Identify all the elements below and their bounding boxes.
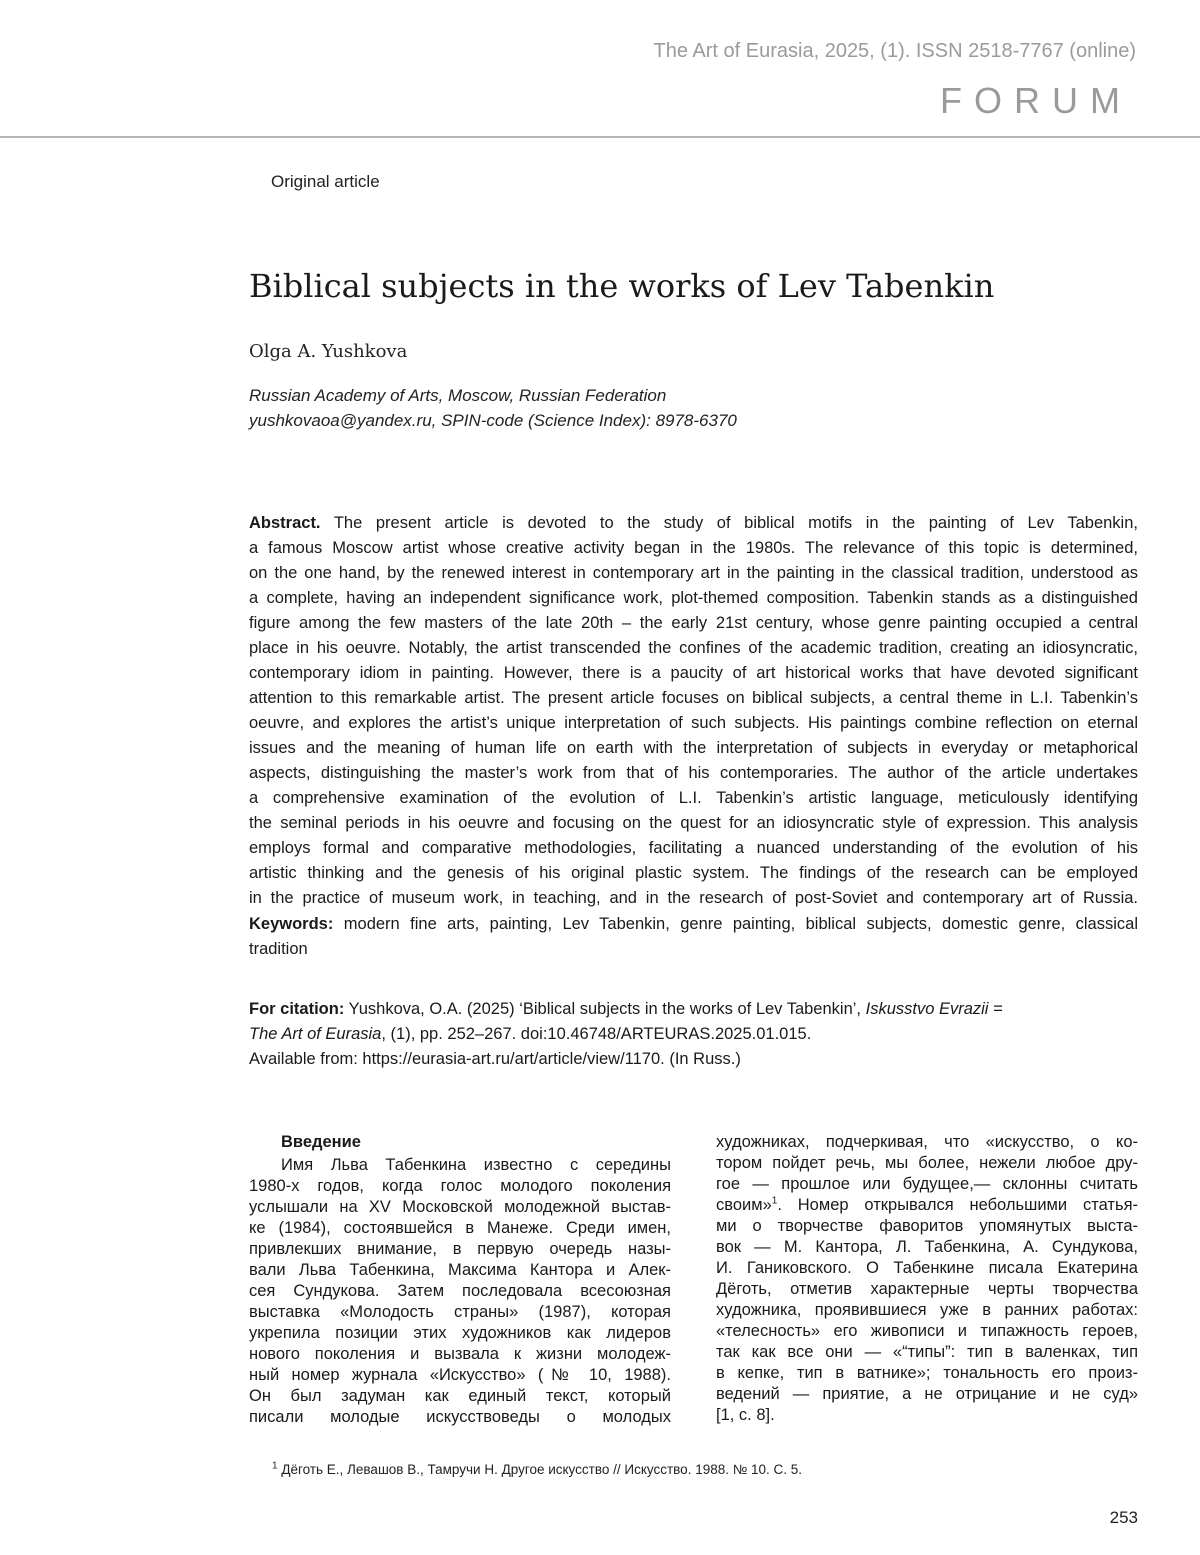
page-number: 253 <box>1109 1508 1138 1527</box>
abstract-line: issues and the meaning of human life on earth with the interpretation of subjects in everyday or metaphorical <box>249 739 1138 757</box>
footnote-marker: 1 <box>272 1460 278 1472</box>
abstract-label: Abstract. <box>249 514 321 532</box>
abstract-line: contemporary idiom in painting. However, there is a paucity of art historical works that have devoted significant <box>249 664 1138 682</box>
intro-line: ведений — приятие, а не отрицание и не суд» <box>716 1385 1138 1403</box>
intro-line: «телесность» его живописи и типажность героев, <box>716 1322 1138 1340</box>
journal-citation-line: The Art of Eurasia, 2025, (1). ISSN 2518-7767 (online) <box>653 40 1136 62</box>
intro-line: Дёготь, отметив характерные черты творчества <box>716 1280 1138 1298</box>
abstract-line: the seminal periods in his oeuvre and focusing on the quest for an idiosyncratic style of expression. This analysis <box>249 814 1138 832</box>
intro-line: ный номер журнала «Искусство» (№ 10, 1988). <box>249 1366 671 1384</box>
footnote <box>272 1462 802 1477</box>
intro-line: ми о творчестве фаворитов упомянутых выста- <box>716 1217 1138 1235</box>
citation-label: For citation: <box>249 1000 345 1018</box>
header-divider <box>0 136 1200 138</box>
intro-line: [1, с. 8]. <box>716 1406 775 1424</box>
citation-line: For citation: Yushkova, O.A. (2025) ‘Biblical subjects in the works of Lev Tabenkin’, Iskusstvo Evrazii = <box>249 1000 1003 1018</box>
intro-line: так как все они — «“типы”: тип в валенках, тип <box>716 1343 1138 1361</box>
citation-link-line: Available from: https://eurasia-art.ru/art/article/view/1170. (In Russ.) <box>249 1050 741 1068</box>
intro-line: Он был задуман как единый текст, который <box>249 1387 671 1405</box>
intro-line: писали молодые искусствоведы о молодых <box>249 1408 671 1426</box>
intro-column-right <box>716 1132 1138 1444</box>
intro-line: вали Льва Табенкина, Максима Кантора и Алек- <box>249 1261 671 1279</box>
abstract-line: in the practice of museum work, in teaching, and in the research of post-Soviet and contemporary art of Russia. <box>249 889 1138 907</box>
intro-line: привлекших внимание, в первую очередь назы- <box>249 1240 671 1258</box>
intro-column-left <box>249 1132 671 1444</box>
intro-line: ке (1984), состоявшейся в Манеже. Среди имен, <box>249 1219 671 1237</box>
author-name: Olga A. Yushkova <box>249 341 408 362</box>
intro-line: выставка «Молодость страны» (1987), которая <box>249 1303 671 1321</box>
intro-line: услышали на XV Московской молодежной выстав- <box>249 1198 671 1216</box>
intro-line: 1980-х годов, когда голос молодого поколения <box>249 1177 671 1195</box>
intro-line: в кепке, тип в ватнике»; тональность его произ- <box>716 1364 1138 1382</box>
keywords-line: tradition <box>249 940 308 958</box>
citation-block <box>249 997 1003 1072</box>
section-label: FORUM <box>940 80 1132 121</box>
abstract-line: Abstract. The present article is devoted to the study of biblical motifs in the painting of Lev Tabenkin, <box>249 514 1138 532</box>
intro-line: И. Ганиковского. О Табенкине писала Екатерина <box>716 1259 1138 1277</box>
abstract-line: place in his oeuvre. Notably, the artist transcended the confines of the academic tradition, creating an idiosyncratic, <box>249 639 1138 657</box>
abstract-line: artistic thinking and the genesis of his original plastic system. The findings of the research can be employed <box>249 864 1138 882</box>
intro-line: Имя Льва Табенкина известно с середины <box>281 1156 671 1174</box>
footnote-reference[interactable]: 1 <box>771 1195 778 1207</box>
intro-heading: Введение <box>281 1133 361 1151</box>
intro-line: тором пойдет речь, мы более, нежели любое дру- <box>716 1154 1138 1172</box>
abstract-line: a complete, having an independent significance work, plot-themed composition. Tabenkin stands as a distinguished <box>249 589 1138 607</box>
intro-line: вок — М. Кантора, Л. Табенкина, А. Сундукова, <box>716 1238 1138 1256</box>
abstract-line: employs formal and comparative methodologies, facilitating a nuanced understanding of the evolution of his <box>249 839 1138 857</box>
article-title: Biblical subjects in the works of Lev Tabenkin <box>249 267 995 305</box>
abstract-line: on the one hand, by the renewed interest in contemporary art in the painting in the classical tradition, understood as <box>249 564 1138 582</box>
intro-line: сея Сундукова. Затем последовала всесоюзная <box>249 1282 671 1300</box>
intro-line: нового поколения и вызвала к жизни молодеж- <box>249 1345 671 1363</box>
keywords-label: Keywords: <box>249 915 334 933</box>
intro-line: художниках, подчеркивая, что «искусство, о ко- <box>716 1133 1138 1151</box>
article-type-label: Original article <box>271 172 380 191</box>
author-affiliation: Russian Academy of Arts, Moscow, Russian Federation <box>249 386 667 405</box>
abstract-line: a famous Moscow artist whose creative activity began in the 1980s. The relevance of this topic is determined, <box>249 539 1138 557</box>
intro-line: гое — прошлое или будущее,— склонны считать <box>716 1175 1138 1193</box>
intro-line: своим»$^1$. Номер открывался небольшими статья- <box>716 1195 1138 1214</box>
keywords-line: Keywords: modern fine arts, painting, Lev Tabenkin, genre painting, biblical subjects, domestic genre, classical <box>249 915 1138 933</box>
abstract-line: oeuvre, and explores the artist’s unique interpretation of such subjects. His paintings combine reflection on eternal <box>249 714 1138 732</box>
abstract-line: attention to this remarkable artist. The present article focuses on biblical subjects, a central theme in L.I. Tabenkin’s <box>249 689 1138 707</box>
abstract-line: a comprehensive examination of the evolution of L.I. Tabenkin’s artistic language, meticulously identifying <box>249 789 1138 807</box>
intro-line: художника, проявившиеся уже в ранних работах: <box>716 1301 1138 1319</box>
abstract-line: figure among the few masters of the late 20th – the early 21st century, whose genre painting occupied a central <box>249 614 1138 632</box>
author-contact: yushkovaoa@yandex.ru, SPIN-code (Science Index): 8978-6370 <box>249 411 737 430</box>
footnote-text: Дёготь Е., Левашов В., Тамручи Н. Другое искусство // Искусство. 1988. № 10. С. 5. <box>281 1462 802 1477</box>
citation-line: The Art of Eurasia, (1), pp. 252–267. doi:10.46748/ARTEURAS.2025.01.015. <box>249 1025 812 1043</box>
intro-line: укрепила позиции этих художников как лидеров <box>249 1324 671 1342</box>
abstract-line: aspects, distinguishing the master’s work from that of his contemporaries. The author of the article undertakes <box>249 764 1138 782</box>
